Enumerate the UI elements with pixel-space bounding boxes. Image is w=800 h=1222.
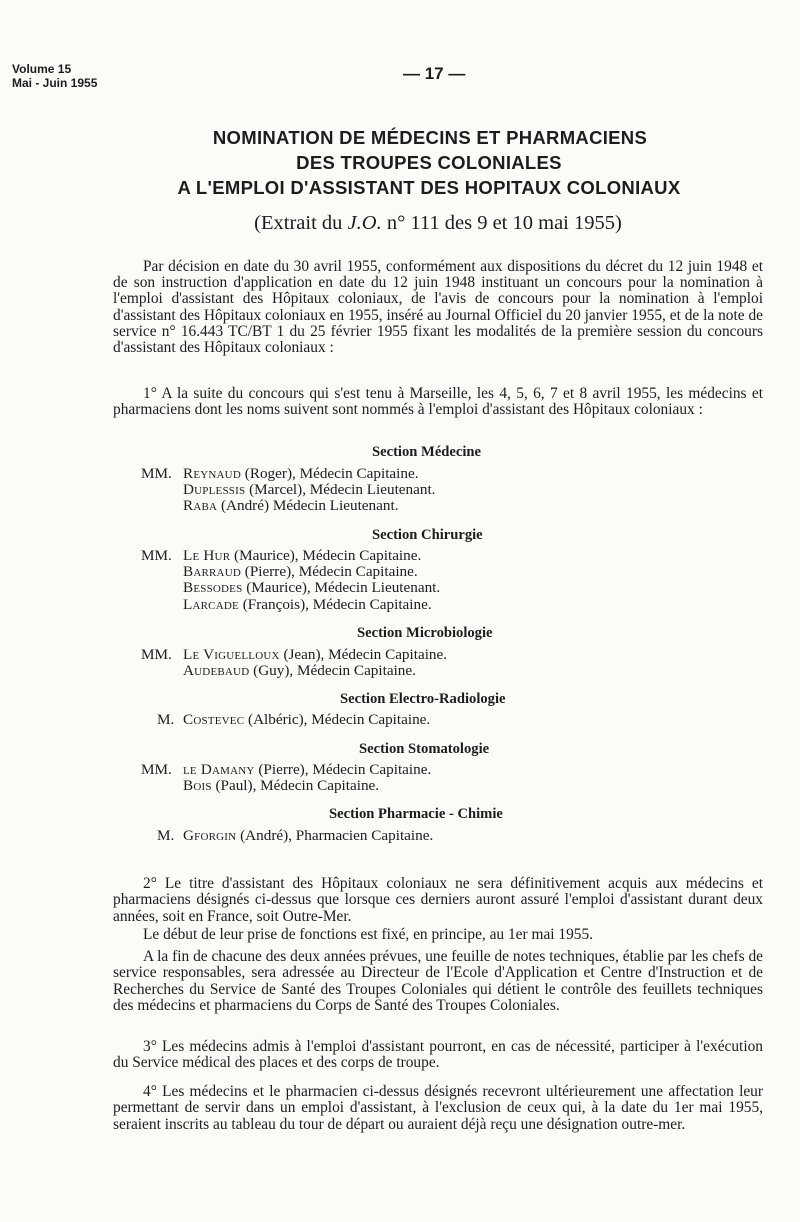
surname: Le Hur <box>183 547 231 564</box>
title-line-3: A L'EMPLOI D'ASSISTANT DES HOPITAUX COLONIAUX <box>177 177 681 198</box>
point-4-text: 4° Les médecins et le pharmacien ci-dessus désignés recevront ultérieurement une affectation leur permettant de servir dans un emploi d'assistant, à l'exclusion de ceux qui, à la date du 1er mai 1955, seraient inscrits au tableau du tour de départ ou auraient déjà reçu une désignation outre-mer. <box>113 1083 763 1133</box>
document-title <box>0 125 800 200</box>
point-2-paragraph <box>113 876 763 925</box>
title-prefix: MM. <box>141 646 172 663</box>
surname: Bessodes <box>183 579 243 597</box>
end-of-years-paragraph <box>113 949 763 1015</box>
list-item <box>141 564 440 580</box>
member-details: (Maurice), Médecin Capitaine. <box>230 547 422 564</box>
surname: Audebaud <box>183 662 250 680</box>
member-details: (Maurice), Médecin Lieutenant. <box>242 579 441 597</box>
subtitle-after: n° 111 des 9 et 10 mai 1955) <box>381 212 622 234</box>
list-item <box>157 828 433 844</box>
title-prefix: M. <box>157 827 175 844</box>
point-4-paragraph <box>113 1084 763 1133</box>
list-item <box>141 548 440 564</box>
section-title-pharmacie-chimie: Section Pharmacie - Chimie <box>329 806 503 822</box>
page-number: — 17 — <box>403 64 466 83</box>
point-3-paragraph <box>113 1039 763 1072</box>
section-list-microbiologie <box>141 647 447 679</box>
member-details: (Jean), Médecin Capitaine. <box>279 646 448 663</box>
volume-info <box>12 62 97 90</box>
section-list-chirurgie <box>141 548 440 613</box>
member-details: (Marcel), Médecin Lieutenant. <box>245 481 436 499</box>
surname: Gforgin <box>183 827 237 844</box>
surname: Bois <box>183 777 212 795</box>
surname: Larcade <box>183 595 239 613</box>
surname: Duplessis <box>183 481 246 499</box>
list-item <box>141 762 431 778</box>
member-details: (Pierre), Médecin Capitaine. <box>254 761 432 778</box>
surname: Raba <box>183 497 218 515</box>
section-list-stomatologie <box>141 762 431 794</box>
surname: Le Viguelloux <box>183 646 280 663</box>
surname: Barraud <box>183 563 241 581</box>
member-details: (Guy), Médecin Capitaine. <box>249 662 416 680</box>
start-date-paragraph <box>113 927 763 943</box>
list-item <box>157 712 430 728</box>
title-prefix: MM. <box>141 761 172 778</box>
point-2-text: 2° Le titre d'assistant des Hôpitaux coloniaux ne sera définitivement acquis aux médecins et pharmaciens désignés ci-dessus que lorsque ces derniers auront assuré l'emploi d'assistant durant deux années, soit en France, soit Outre-Mer. <box>113 875 763 925</box>
section-list-medecine <box>141 466 435 515</box>
title-prefix: MM. <box>141 547 172 564</box>
start-date-text: Le début de leur prise de fonctions est fixé, en principe, au 1er mai 1955. <box>143 926 594 943</box>
section-title-chirurgie: Section Chirurgie <box>372 527 483 543</box>
section-list-pharmacie-chimie <box>157 828 433 844</box>
list-item <box>141 663 447 679</box>
surname: Reynaud <box>183 465 241 482</box>
list-item <box>141 466 435 482</box>
list-item <box>141 498 435 514</box>
title-prefix: M. <box>157 711 175 728</box>
list-item <box>141 580 440 596</box>
section-title-microbiologie: Section Microbiologie <box>357 625 493 641</box>
end-of-years-text: A la fin de chacune des deux années prévues, une feuille de notes techniques, établie par les chefs de service responsables, sera adressée au Directeur de l'Ecole d'Application et Centre d'Instruction et de Recherches du Service de Santé des Troupes Coloniales qui détient le contrôle des feuillets techniques des médecins et pharmaciens du Corps de Santé des Troupes Coloniales. <box>113 948 763 1015</box>
member-details: (Paul), Médecin Capitaine. <box>211 777 380 795</box>
subtitle-before: (Extrait du <box>254 212 348 234</box>
section-title-electro-radiologie: Section Electro-Radiologie <box>340 691 506 707</box>
surname: le Damany <box>183 761 255 778</box>
title-prefix: MM. <box>141 465 172 482</box>
subtitle-journal: J.O. <box>347 212 382 234</box>
volume-number: Volume 15 <box>12 62 72 76</box>
issue-date: Mai - Juin 1955 <box>12 76 98 90</box>
list-item <box>141 647 447 663</box>
member-details: (François), Médecin Capitaine. <box>238 595 432 613</box>
intro-text: Par décision en date du 30 avril 1955, conformément aux dispositions du décret du 12 juin 1948 et de son instruction d'application en date du 12 juin 1948 instituant un concours pour la nomination à l'emploi d'assistant des Hôpitaux coloniaux, de l'avis de concours pour la nomination à l'emploi d'assistant des Hôpitaux coloniaux en 1955, inséré au Journal Officiel du 20 janvier 1955, et de la note de service n° 16.443 TC/BT 1 du 25 février 1955 fixant les modalités de la première session du concours d'assistant des Hôpitaux coloniaux : <box>113 258 763 357</box>
point-1-paragraph <box>113 386 763 418</box>
member-details: (André) Médecin Lieutenant. <box>217 497 399 515</box>
point-3-text: 3° Les médecins admis à l'emploi d'assistant pourront, en cas de nécessité, participer à l'exécution du Service médical des places et des corps de troupe. <box>113 1038 763 1072</box>
section-title-medecine: Section Médecine <box>372 444 482 460</box>
member-details: (André), Pharmacien Capitaine. <box>236 827 434 844</box>
list-item <box>141 778 431 794</box>
document-subtitle <box>0 212 800 235</box>
point-1-text: 1° A la suite du concours qui s'est tenu à Marseille, les 4, 5, 6, 7 et 8 avril 1955, les médecins et pharmaciens dont les noms suivent sont nommés à l'emploi d'assistant des Hôpitaux coloniaux : <box>113 385 763 419</box>
list-item <box>141 597 440 613</box>
member-details: (Pierre), Médecin Capitaine. <box>240 563 418 581</box>
member-details: (Roger), Médecin Capitaine. <box>240 465 419 482</box>
member-details: (Albéric), Médecin Capitaine. <box>244 711 431 728</box>
title-line-1: NOMINATION DE MÉDECINS ET PHARMACIENS <box>212 127 648 148</box>
list-item <box>141 482 435 498</box>
surname: Costevec <box>183 711 245 728</box>
title-line-2: DES TROUPES COLONIALES <box>296 152 562 173</box>
intro-paragraph <box>113 259 763 356</box>
section-list-electro-radiologie <box>157 712 430 728</box>
section-title-stomatologie: Section Stomatologie <box>359 741 490 757</box>
